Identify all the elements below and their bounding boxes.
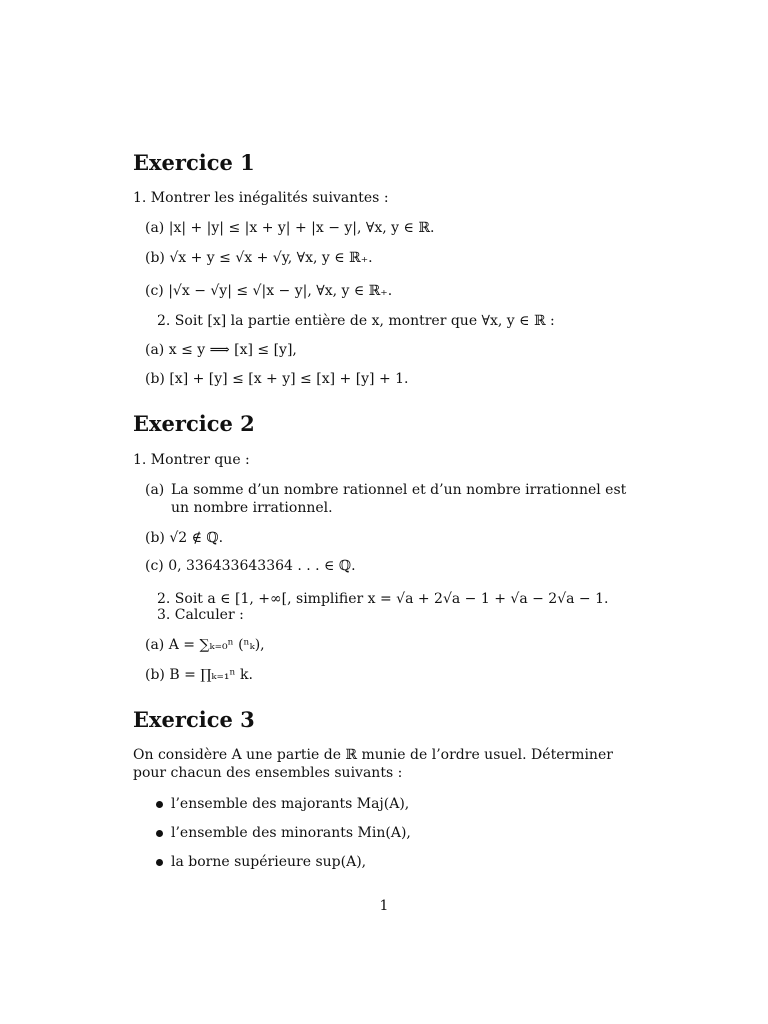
exercise-3-bullet-2: l’ensemble des minorants Min(A), <box>171 825 411 841</box>
exercise-1-item-1c: (c) |√x − √y| ≤ √|x − y|, ∀x, y ∈ ℝ₊. <box>145 283 393 299</box>
exercise-1-question-1: 1. Montrer les inégalités suivantes : <box>133 190 389 206</box>
exercise-2-question-1: 1. Montrer que : <box>133 452 250 468</box>
exercise-2-title: Exercice 2 <box>133 411 255 436</box>
exercise-1-item-2a: (a) x ≤ y ⟹ [x] ≤ [y], <box>145 342 297 358</box>
exercise-2-question-3: 3. Calculer : <box>157 607 244 623</box>
bullet-icon <box>156 830 163 837</box>
exercise-3-bullet-1: l’ensemble des majorants Maj(A), <box>171 796 410 812</box>
exercise-2-question-2: 2. Soit a ∈ [1, +∞[, simplifier x = √a + 2√a − 1 + √a − 2√a − 1. <box>157 591 609 607</box>
exercise-1-item-1a: (a) |x| + |y| ≤ |x + y| + |x − y|, ∀x, y ∈ ℝ. <box>145 220 435 236</box>
exercise-2-item-1c: (c) 0, 336433643364 . . . ∈ ℚ. <box>145 558 356 574</box>
bullet-icon <box>156 801 163 808</box>
exercise-1-question-2: 2. Soit [x] la partie entière de x, montrer que ∀x, y ∈ ℝ : <box>157 313 555 329</box>
bullet-icon <box>156 859 163 866</box>
exercise-2-item-3b: (b) B = ∏ₖ₌₁ⁿ k. <box>145 667 253 683</box>
exercise-1-title: Exercice 1 <box>133 150 255 175</box>
exercise-1-item-1b: (b) √x + y ≤ √x + √y, ∀x, y ∈ ℝ₊. <box>145 250 373 266</box>
page-number: 1 <box>379 898 389 914</box>
exercise-2-item-1b: (b) √2 ∉ ℚ. <box>145 530 224 546</box>
exercise-3-bullet-3: la borne supérieure sup(A), <box>171 854 367 870</box>
exercise-2-item-1a-text: La somme d’un nombre rationnel et d’un nombre irrationnel est un nombre irrationnel. <box>171 482 627 516</box>
exercise-2-item-1a-label: (a) <box>145 482 165 498</box>
exercise-1-item-2b: (b) [x] + [y] ≤ [x + y] ≤ [x] + [y] + 1. <box>145 371 409 387</box>
exercise-3-intro: On considère A une partie de ℝ munie de l’ordre usuel. Déterminer pour chacun des ensembles suivants : <box>133 747 613 781</box>
exercise-2-item-3a: (a) A = ∑ₖ₌₀ⁿ (ⁿₖ), <box>145 637 265 653</box>
exercise-3-title: Exercice 3 <box>133 707 255 732</box>
